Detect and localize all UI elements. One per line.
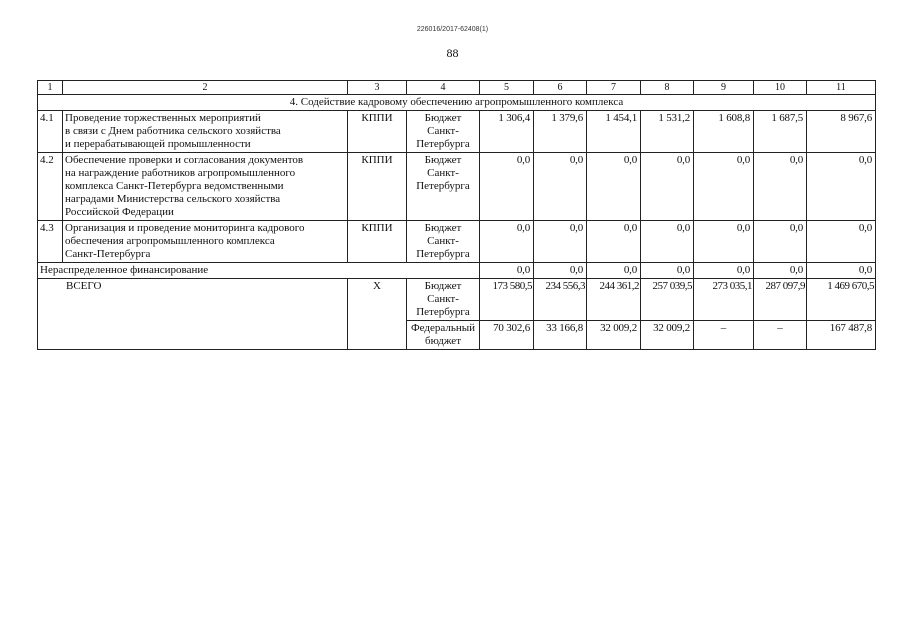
value-cell: 1 306,4 [480,111,534,153]
row-org: КППИ [348,221,407,263]
value-cell: 0,0 [641,153,694,221]
row-number: 4.1 [38,111,63,153]
page-number: 88 [446,46,459,60]
column-header: 9 [694,81,754,95]
value-cell: 1 469 670,5 [807,279,876,321]
table-row [38,153,876,221]
value-cell: 287 097,9 [754,279,807,321]
column-header: 7 [587,81,641,95]
unallocated-label: Нераспределенное финансирование [38,263,480,279]
document-id: 226016/2017-62408(1) [416,26,489,33]
table-row [38,221,876,263]
value-cell: 1 379,6 [534,111,587,153]
row-name-line: и перерабатывающей промышленности [65,138,251,150]
value-cell: 0,0 [587,153,641,221]
column-header: 5 [480,81,534,95]
value-cell: 1 531,2 [641,111,694,153]
value-cell: 70 302,6 [480,321,534,350]
value-cell: 167 487,8 [807,321,876,350]
value-cell: 0,0 [694,263,754,279]
column-header: 6 [534,81,587,95]
row-org: КППИ [348,111,407,153]
column-header: 11 [807,81,876,95]
value-cell: 0,0 [754,263,807,279]
value-cell: 32 009,2 [587,321,641,350]
value-cell: 32 009,2 [641,321,694,350]
value-cell: 0,0 [807,221,876,263]
row-name-line: наградами Министерства сельского хозяйства [65,193,281,205]
column-header: 4 [407,81,480,95]
row-name-line: комплекса Санкт-Петербурга ведомственными [65,180,284,192]
value-cell: 33 166,8 [534,321,587,350]
row-name-line: на награждение работников агропромышленного [65,167,296,179]
value-cell: 0,0 [807,153,876,221]
value-cell: 8 967,6 [807,111,876,153]
row-name-line: Организация и проведение мониторинга кадрового [65,222,305,234]
column-header: 8 [641,81,694,95]
source-line: Санкт- [427,125,459,137]
column-header: 1 [38,81,63,95]
total-label: ВСЕГО [38,279,348,350]
row-name [63,111,348,153]
source-line: Петербурга [416,306,470,318]
value-cell: 0,0 [480,221,534,263]
row-name-line: обеспечения агропромышленного комплекса [65,235,275,247]
row-number: 4.3 [38,221,63,263]
value-cell: 0,0 [587,221,641,263]
value-cell: 0,0 [534,221,587,263]
source-line: Бюджет [424,280,462,292]
column-header-row [38,81,876,95]
row-name-line: Санкт-Петербурга [65,248,151,260]
section-row [38,95,876,111]
value-cell: 0,0 [754,153,807,221]
value-cell: – [754,321,807,350]
source-line: Санкт- [427,293,459,305]
value-cell: 234 556,3 [534,279,587,321]
row-source [407,111,480,153]
row-name [63,221,348,263]
value-cell: 173 580,5 [480,279,534,321]
row-name-line: Российской Федерации [65,206,174,218]
value-cell: 0,0 [587,263,641,279]
row-source [407,321,480,350]
source-line: Санкт- [427,235,459,247]
row-name-line: Проведение торжественных мероприятий [65,112,261,124]
value-cell: 0,0 [807,263,876,279]
row-name-line: Обеспечение проверки и согласования документов [65,154,304,166]
source-line: Петербурга [416,180,470,192]
row-name [63,153,348,221]
row-source [407,153,480,221]
column-header: 3 [348,81,407,95]
source-line: Бюджет [424,154,462,166]
unallocated-row [38,263,876,279]
value-cell: 0,0 [694,153,754,221]
row-name-line: в связи с Днем работника сельского хозяйства [65,125,281,137]
source-line: Бюджет [424,222,462,234]
value-cell: – [694,321,754,350]
financing-table [37,80,876,350]
value-cell: 0,0 [534,263,587,279]
row-source [407,221,480,263]
value-cell: 1 687,5 [754,111,807,153]
value-cell: 0,0 [480,153,534,221]
value-cell: 0,0 [694,221,754,263]
total-row [38,279,876,321]
source-line: Санкт- [427,167,459,179]
table-row [38,111,876,153]
section-title: 4. Содействие кадровому обеспечению агропромышленного комплекса [38,95,876,111]
value-cell: 273 035,1 [694,279,754,321]
value-cell: 0,0 [480,263,534,279]
value-cell: 1 608,8 [694,111,754,153]
value-cell: 0,0 [641,263,694,279]
value-cell: 0,0 [534,153,587,221]
source-line: Петербурга [416,138,470,150]
value-cell: 244 361,2 [587,279,641,321]
row-source [407,279,480,321]
column-header: 10 [754,81,807,95]
value-cell: 0,0 [641,221,694,263]
source-line: Федеральный [410,322,476,334]
source-line: Петербурга [416,248,470,260]
value-cell: 1 454,1 [587,111,641,153]
column-header: 2 [63,81,348,95]
row-org: КППИ [348,153,407,221]
value-cell: 257 039,5 [641,279,694,321]
source-line: Бюджет [424,112,462,124]
row-number: 4.2 [38,153,63,221]
source-line: бюджет [425,335,461,347]
value-cell: 0,0 [754,221,807,263]
total-org: Х [348,279,407,350]
